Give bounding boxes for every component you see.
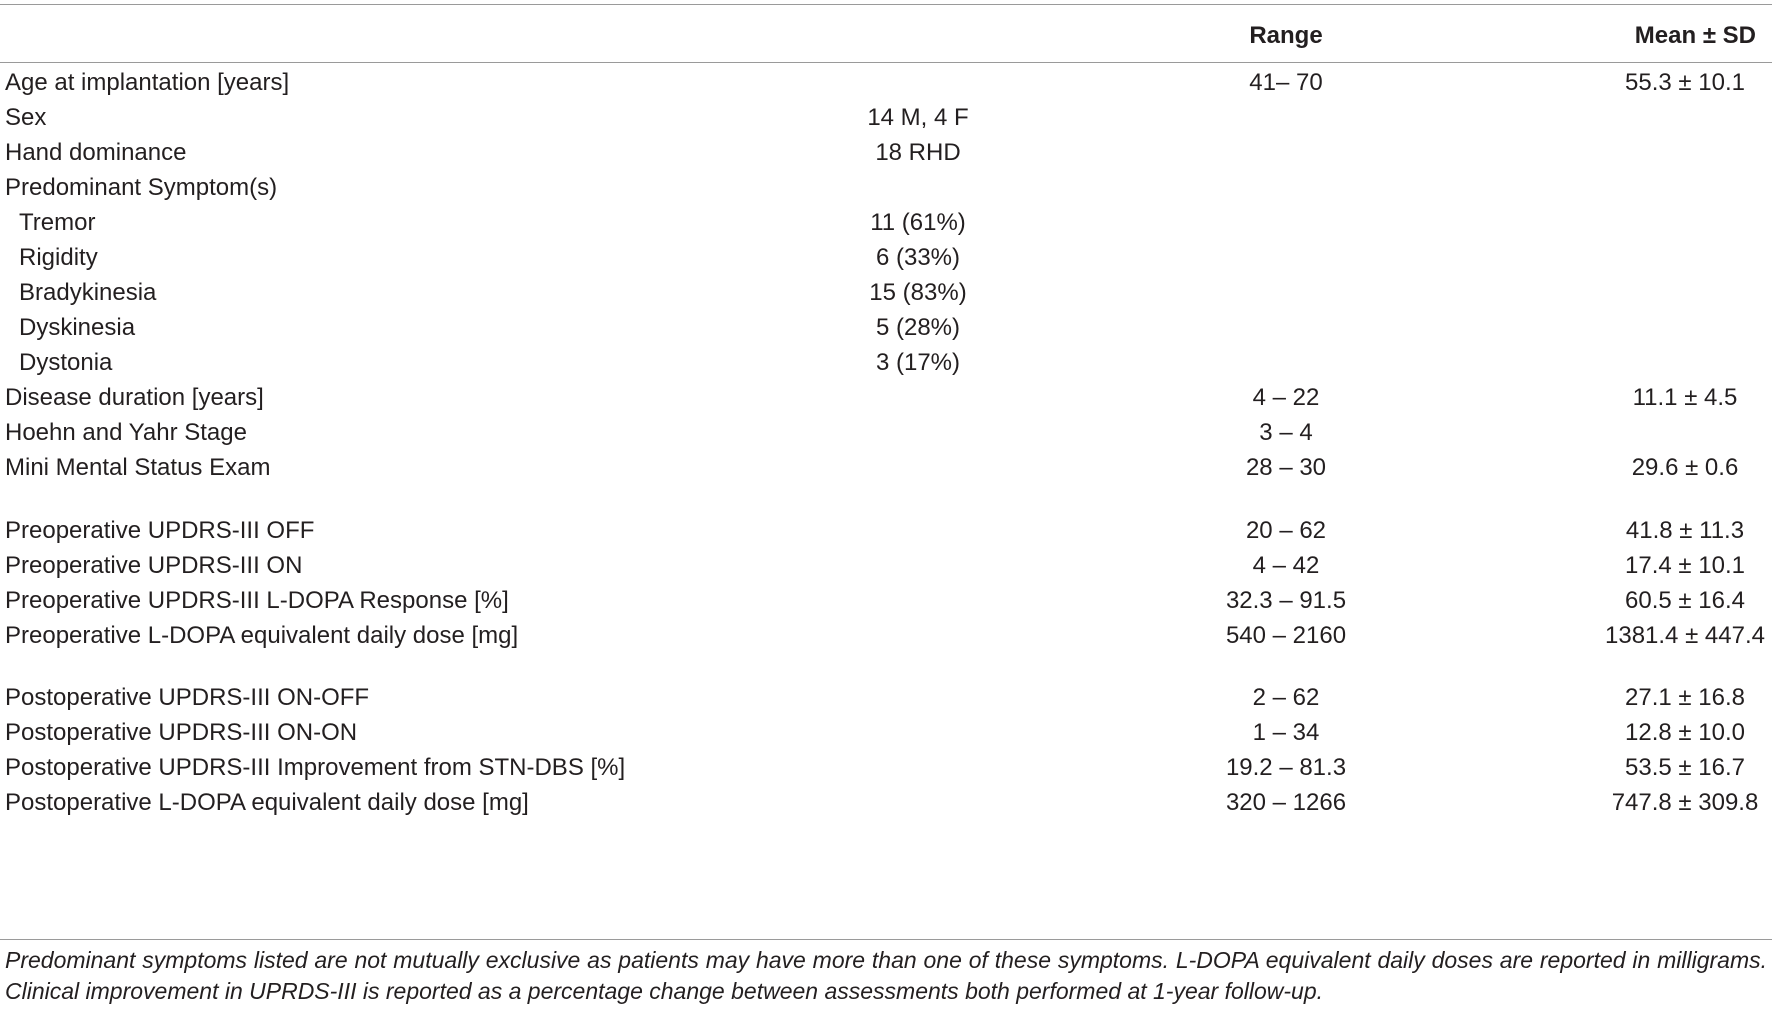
row-mean-sd: 55.3 ± 10.1 (1625, 69, 1745, 96)
table-row (0, 616, 1772, 655)
table-row (0, 308, 1772, 347)
table-row (0, 168, 1772, 207)
row-count: 5 (28%) (875, 314, 961, 341)
row-mean-sd: 12.8 ± 10.0 (1625, 719, 1745, 746)
row-range: 4 – 22 (1252, 384, 1320, 411)
table-row (0, 783, 1772, 822)
row-range: 20 – 62 (1245, 517, 1327, 544)
row-range: 28 – 30 (1245, 454, 1327, 481)
row-mean-sd: 60.5 ± 16.4 (1625, 587, 1745, 614)
row-range: 41– 70 (1249, 69, 1323, 96)
row-range: 1 – 34 (1252, 719, 1320, 746)
row-label: Postoperative L-DOPA equivalent daily dose [mg] (5, 789, 529, 816)
row-label: Preoperative L-DOPA equivalent daily dose [mg] (5, 622, 519, 649)
row-mean-sd: 41.8 ± 11.3 (1625, 517, 1745, 544)
table-row (0, 63, 1772, 102)
table-row (0, 448, 1772, 487)
row-label: Age at implantation [years] (5, 69, 290, 96)
table-row (0, 273, 1772, 312)
table-row (0, 343, 1772, 382)
row-label: Tremor (19, 209, 96, 236)
row-mean-sd: 27.1 ± 16.8 (1625, 684, 1745, 711)
row-mean-sd: 17.4 ± 10.1 (1625, 552, 1745, 579)
row-label: Postoperative UPDRS-III Improvement from STN-DBS [%] (5, 754, 626, 781)
table-row (0, 378, 1772, 417)
row-label: Preoperative UPDRS-III L-DOPA Response [%] (5, 587, 509, 614)
table-row (0, 203, 1772, 242)
table-row (0, 678, 1772, 717)
row-label: Postoperative UPDRS-III ON-OFF (5, 684, 370, 711)
row-mean-sd: 747.8 ± 309.8 (1611, 789, 1759, 816)
header-mean-sd: Mean ± SD (1634, 22, 1756, 49)
row-label: Hoehn and Yahr Stage (5, 419, 247, 446)
row-label: Sex (5, 104, 47, 131)
row-label: Mini Mental Status Exam (5, 454, 271, 481)
row-label: Preoperative UPDRS-III OFF (5, 517, 315, 544)
row-count: 3 (17%) (875, 349, 961, 376)
row-count: 6 (33%) (875, 244, 961, 271)
table-row (0, 133, 1772, 172)
row-range: 3 – 4 (1259, 419, 1313, 446)
table-row (0, 713, 1772, 752)
row-mean-sd: 53.5 ± 16.7 (1625, 754, 1745, 781)
row-label: Postoperative UPDRS-III ON-ON (5, 719, 358, 746)
row-range: 2 – 62 (1252, 684, 1320, 711)
row-label: Dyskinesia (19, 314, 136, 341)
row-mean-sd: 11.1 ± 4.5 (1632, 384, 1738, 411)
row-count: 18 RHD (875, 139, 961, 166)
row-range: 4 – 42 (1252, 552, 1320, 579)
row-label: Preoperative UPDRS-III ON (5, 552, 303, 579)
row-count: 15 (83%) (869, 279, 967, 306)
row-range: 19.2 – 81.3 (1225, 754, 1347, 781)
table-row (0, 546, 1772, 585)
row-range: 32.3 – 91.5 (1225, 587, 1347, 614)
row-mean-sd: 29.6 ± 0.6 (1631, 454, 1739, 481)
header-range: Range (1249, 22, 1323, 49)
table-row (0, 413, 1772, 452)
table-row (0, 748, 1772, 787)
row-range: 320 – 1266 (1225, 789, 1347, 816)
row-label: Rigidity (19, 244, 98, 271)
table-header-row (0, 4, 1772, 62)
table-bottom-rule (0, 939, 1772, 940)
row-label: Disease duration [years] (5, 384, 264, 411)
row-label: Bradykinesia (19, 279, 157, 306)
row-label: Dystonia (19, 349, 113, 376)
table-row (0, 238, 1772, 277)
row-range: 540 – 2160 (1225, 622, 1347, 649)
table-row (0, 98, 1772, 137)
row-count: 11 (61%) (870, 209, 966, 236)
table-footnote: Predominant symptoms listed are not mutually exclusive as patients may have more than one of these symptoms. L-DOPA equivalent daily doses are reported in milligrams. Clinical improvement in UPRDS-III is reported as a percentage change between assessments both performed at 1-year follow-up. (5, 947, 1767, 1004)
row-mean-sd: 1381.4 ± 447.4 (1605, 622, 1765, 649)
table-row (0, 581, 1772, 620)
table-row (0, 511, 1772, 550)
row-label: Predominant Symptom(s) (5, 174, 278, 201)
row-count: 14 M, 4 F (867, 104, 969, 131)
row-label: Hand dominance (5, 139, 187, 166)
